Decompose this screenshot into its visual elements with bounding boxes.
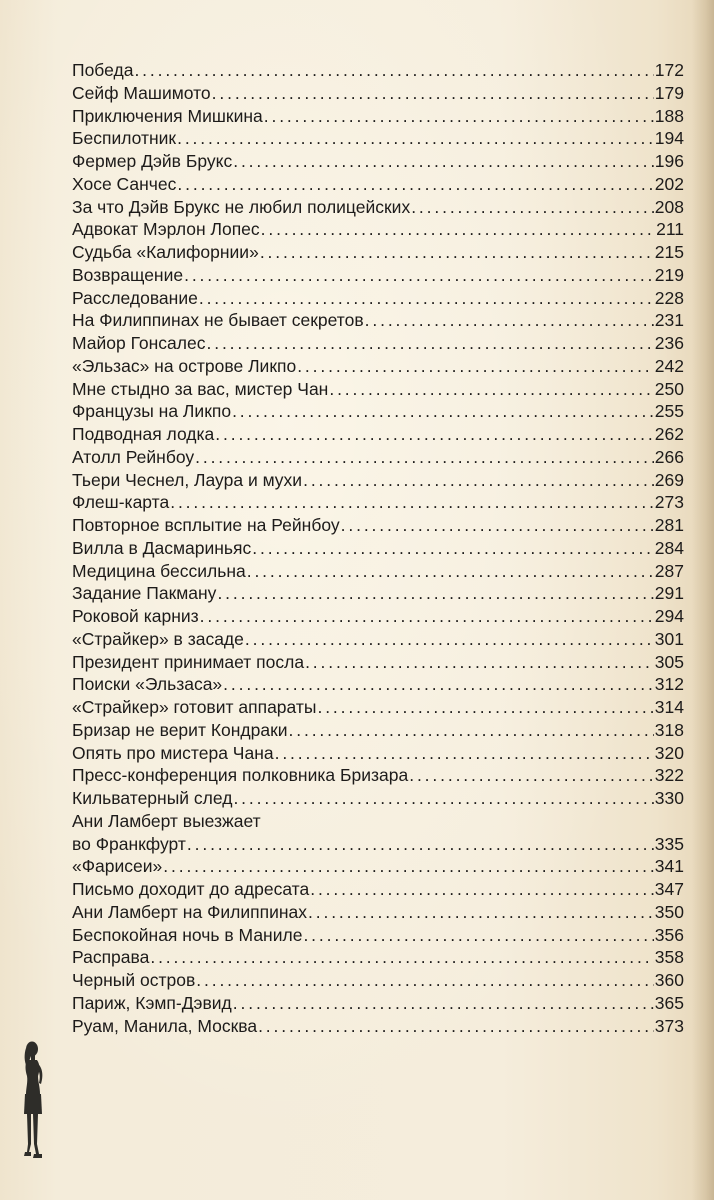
toc-entry-title: «Страйкер» в засаде [72, 628, 244, 649]
toc-entry-page: 373 [654, 1015, 684, 1036]
toc-entry-page: 291 [654, 583, 684, 604]
dot-leader [329, 378, 653, 401]
dot-leader [297, 355, 654, 378]
toc-entry-page: 281 [654, 515, 684, 535]
toc-entry-title: Бризар не верит Кондраки [72, 719, 288, 740]
toc-entry-page: 194 [654, 128, 684, 149]
dot-leader [303, 469, 654, 492]
dot-leader [217, 582, 653, 605]
toc-entry [72, 878, 684, 901]
toc-entry-title: Поиски «Эльзаса» [72, 674, 223, 695]
toc-entry-page: 330 [654, 788, 684, 808]
toc-entry [72, 673, 684, 696]
toc-entry-title: Адвокат Мэрлон Лопес [72, 219, 260, 240]
toc-entry-title: Расследование [72, 287, 198, 308]
toc-entry-page: 312 [654, 674, 684, 695]
toc-entry [72, 787, 684, 810]
toc-entry-page: 236 [654, 333, 684, 353]
toc-entry-page: 320 [654, 742, 684, 763]
toc-entry-page: 294 [654, 606, 684, 626]
toc-entry [72, 537, 684, 560]
toc-entry-title: Ани Ламберт на Филиппинах [72, 901, 308, 922]
toc-entry-title-line1: Ани Ламберт выезжает [72, 810, 261, 831]
toc-entry [72, 855, 684, 878]
toc-entry-title: Сейф Машимото [72, 82, 211, 103]
toc-entry [72, 1015, 684, 1038]
toc-entry [72, 264, 684, 287]
toc-entry-page: 219 [654, 264, 684, 285]
toc-entry-page: 358 [654, 947, 684, 968]
toc-entry [72, 355, 684, 378]
toc-entry-title: Беспокойная ночь в Маниле [72, 924, 303, 945]
toc-entry [72, 127, 684, 150]
toc-entry-page: 360 [654, 970, 684, 990]
toc-entry [72, 332, 684, 355]
toc-entry-page: 356 [654, 924, 684, 945]
toc-entry-title: На Филиппинах не бывает секретов [72, 310, 364, 331]
dot-leader [411, 196, 654, 219]
dot-leader [223, 673, 654, 696]
dot-leader [199, 287, 654, 310]
toc-entry [72, 446, 684, 469]
dot-leader [310, 878, 654, 901]
toc-entry-title: Роковой карниз [72, 606, 199, 626]
dot-leader [233, 992, 654, 1015]
dot-leader [261, 218, 655, 241]
toc-entry [72, 582, 684, 605]
toc-entry-title: Беспилотник [72, 128, 177, 149]
toc-entry-title: «Эльзас» на острове Ликпо [72, 355, 297, 376]
toc-entry-page: 350 [654, 901, 684, 922]
toc-entry [72, 833, 684, 856]
toc-entry [72, 946, 684, 969]
toc-entry-page: 347 [654, 879, 684, 899]
toc-entry [72, 969, 684, 992]
toc-entry [72, 469, 684, 492]
toc-entry-page: 305 [654, 651, 684, 672]
toc-entry-page: 179 [654, 82, 684, 103]
toc-entry-page: 202 [654, 173, 684, 194]
toc-entry-page: 215 [654, 242, 684, 262]
toc-entry-title: Опять про мистера Чана [72, 742, 274, 763]
toc-entry-page: 273 [654, 492, 684, 513]
toc-entry-title: Повторное всплытие на Рейнбоу [72, 515, 340, 535]
dot-leader [200, 605, 654, 628]
toc-entry-title: Победа [72, 60, 134, 80]
dot-leader [305, 651, 654, 674]
toc-entry [72, 287, 684, 310]
toc-entry [72, 514, 684, 537]
dot-leader [409, 764, 654, 787]
dot-leader [308, 901, 654, 924]
dot-leader [233, 150, 654, 173]
toc-entry-title: Подводная лодка [72, 424, 215, 444]
toc-entry-page: 284 [654, 537, 684, 558]
toc-entry-title: во Франкфурт [72, 833, 186, 854]
toc-entry-page: 301 [654, 628, 684, 649]
toc-entry [72, 742, 684, 765]
dot-leader [260, 241, 654, 264]
toc-entry-page: 228 [654, 287, 684, 308]
dot-leader [365, 309, 654, 332]
toc-entry-page: 322 [654, 765, 684, 786]
page-edge-shadow [692, 0, 714, 1200]
toc-entry-title: Тьери Чеснел, Лаура и мухи [72, 469, 303, 490]
toc-entry-title: Президент принимает посла [72, 651, 305, 672]
toc-entry-page: 335 [654, 833, 684, 854]
dot-leader [163, 855, 654, 878]
dot-leader [187, 833, 654, 856]
toc-entry-title: Атолл Рейнбоу [72, 446, 195, 467]
toc-entry-page: 365 [654, 992, 684, 1013]
toc-entry-title: Расправа [72, 947, 150, 968]
toc-entry [72, 150, 684, 173]
toc-entry-title: Задание Пакману [72, 583, 217, 604]
toc-entry-title: Флеш-карта [72, 492, 170, 513]
toc-entry-title: Приключения Мишкина [72, 105, 263, 126]
toc-entry [72, 628, 684, 651]
toc-entry [72, 560, 684, 583]
dot-leader [212, 82, 654, 105]
toc-entry-page: 208 [654, 196, 684, 217]
toc-entry [72, 400, 684, 423]
toc-entry-page: 318 [654, 719, 684, 740]
dot-leader [289, 719, 654, 742]
toc-entry-title: Париж, Кэмп-Дэвид [72, 992, 232, 1013]
toc-entry-page: 266 [654, 446, 684, 467]
toc-entry [72, 605, 684, 628]
toc-entry-title: Вилла в Дасмариньяс [72, 537, 252, 558]
toc-entry [72, 105, 684, 128]
toc-entry-title: Французы на Ликпо [72, 401, 232, 422]
dot-leader [184, 264, 654, 287]
toc-entry [72, 378, 684, 401]
toc-entry-page: 172 [654, 60, 684, 80]
toc-entry [72, 719, 684, 742]
toc-entry [72, 696, 684, 719]
toc-entry [72, 218, 684, 241]
dot-leader [232, 400, 654, 423]
toc-entry [72, 924, 684, 947]
dot-leader [177, 173, 653, 196]
toc-entry [72, 423, 684, 446]
toc-entry-title: Майор Гонсалес [72, 333, 206, 353]
toc-entry-title: Письмо доходит до адресата [72, 879, 310, 899]
toc-entry [72, 82, 684, 105]
toc-entry-page: 341 [654, 856, 684, 877]
toc-entry-title: «Фарисеи» [72, 856, 163, 877]
toc-entry-title: Черный остров [72, 970, 196, 990]
woman-silhouette-icon [16, 1040, 52, 1160]
toc-entry-title: Судьба «Калифорнии» [72, 242, 259, 262]
dot-leader [134, 59, 653, 82]
toc-entry-title: «Страйкер» готовит аппараты [72, 697, 317, 717]
toc-entry [72, 992, 684, 1015]
dot-leader [233, 787, 653, 810]
toc-entry-title: Пресс-конференция полковника Бризара [72, 765, 409, 786]
dot-leader [195, 446, 654, 469]
toc-entry [72, 764, 684, 787]
toc-entry-page: 250 [654, 378, 684, 399]
dot-leader [150, 946, 653, 969]
dot-leader [252, 537, 654, 560]
toc-entry-page: 287 [654, 560, 684, 581]
toc-entry-page: 231 [654, 310, 684, 331]
toc-entry-page: 255 [654, 401, 684, 422]
dot-leader [196, 969, 654, 992]
toc-entry [72, 309, 684, 332]
dot-leader [317, 696, 653, 719]
dot-leader [247, 560, 654, 583]
toc-entry-title: За что Дэйв Брукс не любил полицейских [72, 196, 411, 217]
dot-leader [207, 332, 654, 355]
dot-leader [177, 127, 654, 150]
toc-entry-page: 269 [654, 469, 684, 490]
toc-entry [72, 241, 684, 264]
toc-entry [72, 59, 684, 82]
toc-entry-page: 314 [654, 697, 684, 717]
dot-leader [264, 105, 654, 128]
toc-entry-title: Кильватерный след [72, 788, 233, 808]
toc-entry-title: Хосе Санчес [72, 173, 177, 194]
toc-entry-title: Мне стыдно за вас, мистер Чан [72, 378, 329, 399]
dot-leader [170, 491, 654, 514]
toc-entry-page: 262 [654, 424, 684, 444]
dot-leader [245, 628, 654, 651]
toc-entry [72, 196, 684, 219]
toc-entry-page: 211 [656, 219, 684, 240]
toc-entry-page: 188 [654, 105, 684, 126]
toc-entry-title: Медицина бессильна [72, 560, 246, 581]
toc-entry [72, 651, 684, 674]
toc-entry [72, 491, 684, 514]
toc-entry-title: Фермер Дэйв Брукс [72, 151, 233, 171]
table-of-contents [72, 59, 684, 1037]
toc-entry [72, 901, 684, 924]
toc-entry-page: 242 [654, 355, 684, 376]
dot-leader [215, 423, 654, 446]
toc-entry-title: Руам, Манила, Москва [72, 1015, 258, 1036]
toc-entry [72, 173, 684, 196]
dot-leader [258, 1015, 654, 1038]
dot-leader [275, 742, 654, 765]
toc-entry-title: Возвращение [72, 264, 184, 285]
dot-leader [341, 514, 654, 537]
toc-entry-page: 196 [654, 151, 684, 171]
dot-leader [303, 924, 653, 947]
